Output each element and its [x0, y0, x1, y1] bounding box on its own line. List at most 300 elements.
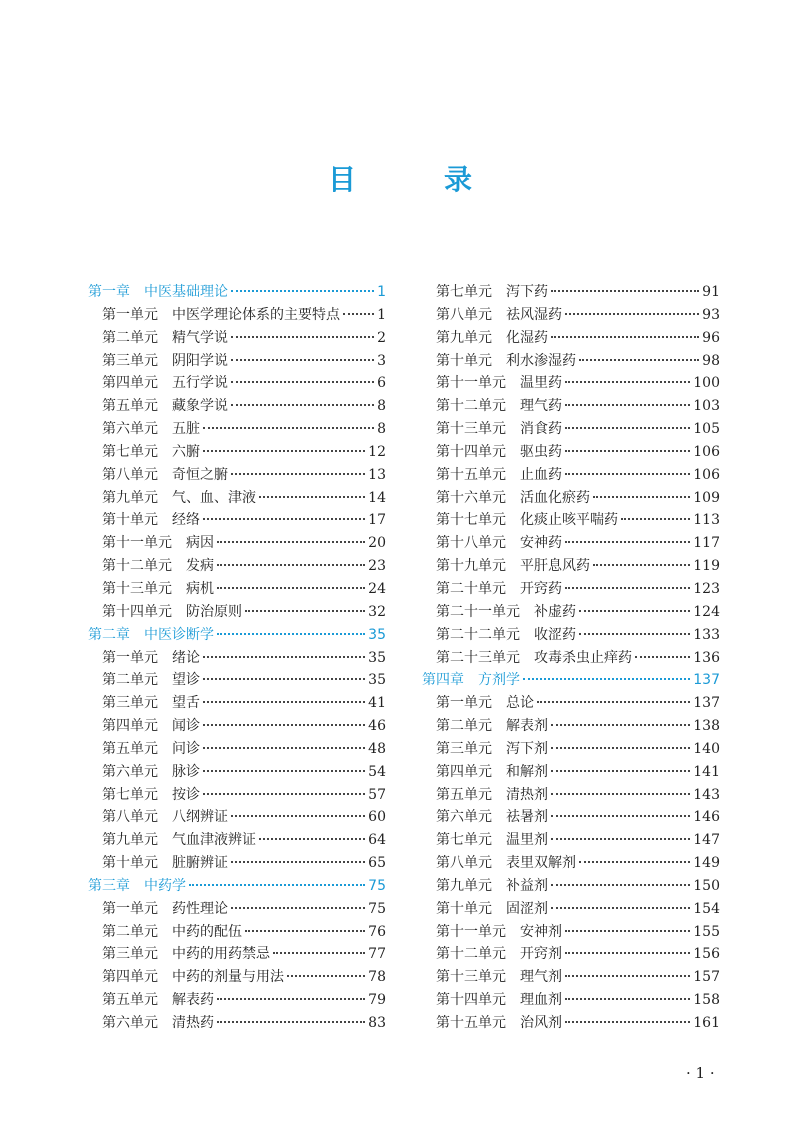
- entry-title: 五行学说: [172, 375, 228, 392]
- dot-leader: [579, 359, 699, 361]
- entry-title: 安神药: [520, 535, 562, 552]
- entry-title: 驱虫药: [520, 443, 562, 460]
- entry-label: 第一单元: [436, 695, 492, 712]
- entry-label: 第二单元: [102, 329, 158, 346]
- entry-title: 病因: [186, 535, 214, 552]
- entry-page: 149: [693, 855, 720, 872]
- entry-title: 止血药: [520, 466, 562, 483]
- dot-leader: [579, 861, 690, 863]
- toc-unit-entry[interactable]: [88, 350, 386, 373]
- dot-leader: [635, 656, 690, 658]
- entry-page: 41: [368, 695, 386, 712]
- toc-unit-entry[interactable]: [88, 464, 386, 487]
- toc-unit-entry[interactable]: [88, 441, 386, 464]
- dot-leader: [551, 907, 690, 909]
- dot-leader: [565, 541, 690, 543]
- entry-page: 91: [702, 284, 720, 300]
- toc-unit-entry[interactable]: [422, 761, 720, 784]
- entry-title: 攻毒杀虫止痒药: [534, 649, 632, 666]
- entry-page: 32: [368, 603, 386, 620]
- entry-label: 第三单元: [102, 352, 158, 369]
- entry-label: 第九单元: [102, 489, 158, 506]
- entry-title: 解表剂: [506, 718, 548, 735]
- entry-label: 第十四单元: [436, 992, 506, 1009]
- entry-page: 48: [368, 740, 386, 757]
- entry-page: 103: [693, 398, 720, 415]
- entry-page: 35: [368, 672, 386, 689]
- entry-label: 第二章: [88, 626, 130, 643]
- dot-leader: [231, 404, 374, 406]
- dot-leader: [537, 701, 690, 703]
- entry-page: 105: [693, 421, 720, 438]
- dot-leader: [593, 564, 690, 566]
- dot-leader: [523, 678, 690, 680]
- entry-page: 20: [368, 535, 386, 552]
- entry-title: 祛暑剂: [506, 809, 548, 826]
- dot-leader: [231, 290, 374, 292]
- entry-title: 理气剂: [520, 969, 562, 986]
- entry-page: 83: [368, 1015, 386, 1031]
- entry-label: 第八单元: [436, 855, 492, 872]
- entry-page: 24: [368, 580, 386, 597]
- dot-leader: [231, 336, 374, 338]
- toc-unit-entry[interactable]: [422, 806, 720, 829]
- entry-label: 第二十三单元: [436, 649, 520, 666]
- dot-leader: [593, 496, 690, 498]
- toc-unit-entry[interactable]: [422, 304, 720, 327]
- dot-leader: [579, 610, 690, 612]
- toc-unit-entry[interactable]: [422, 966, 720, 989]
- entry-title: 六腑: [172, 443, 200, 460]
- dot-leader: [551, 747, 690, 749]
- toc-unit-entry[interactable]: [88, 692, 386, 715]
- dot-leader: [203, 747, 365, 749]
- entry-page: 76: [368, 923, 386, 940]
- entry-title: 中医诊断学: [144, 626, 214, 643]
- entry-label: 第一单元: [102, 649, 158, 666]
- toc-unit-entry[interactable]: [88, 852, 386, 875]
- toc-unit-entry[interactable]: [88, 829, 386, 852]
- entry-label: 第十二单元: [102, 558, 172, 575]
- toc-unit-entry[interactable]: [88, 921, 386, 944]
- entry-page: 64: [368, 832, 386, 849]
- dot-leader: [287, 975, 365, 977]
- entry-page: 79: [368, 992, 386, 1009]
- dot-leader: [203, 724, 365, 726]
- dot-leader: [189, 884, 365, 886]
- entry-label: 第四章: [422, 672, 464, 689]
- entry-label: 第九单元: [436, 329, 492, 346]
- entry-page: 133: [693, 626, 720, 643]
- entry-title: 温里剂: [506, 832, 548, 849]
- dot-leader: [273, 952, 365, 954]
- entry-title: 开窍药: [520, 580, 562, 597]
- toc-unit-entry[interactable]: [422, 532, 720, 555]
- toc-unit-entry[interactable]: [422, 624, 720, 647]
- toc-unit-entry[interactable]: [422, 875, 720, 898]
- entry-title: 望舌: [172, 695, 200, 712]
- entry-page: 2: [377, 329, 386, 346]
- toc-unit-entry[interactable]: [88, 601, 386, 624]
- entry-label: 第六单元: [102, 1015, 158, 1031]
- dot-leader: [245, 930, 365, 932]
- toc-chapter-entry[interactable]: [88, 624, 386, 647]
- entry-label: 第八单元: [102, 466, 158, 483]
- entry-title: 奇恒之腑: [172, 466, 228, 483]
- toc-unit-entry[interactable]: [88, 418, 386, 441]
- entry-title: 活血化瘀药: [520, 489, 590, 506]
- entry-label: 第四单元: [102, 969, 158, 986]
- entry-label: 第七单元: [436, 832, 492, 849]
- dot-leader: [551, 336, 699, 338]
- entry-page: 138: [693, 718, 720, 735]
- dot-leader: [203, 427, 374, 429]
- entry-title: 平肝息风药: [520, 558, 590, 575]
- toc-unit-entry[interactable]: [422, 372, 720, 395]
- toc-unit-entry[interactable]: [88, 532, 386, 555]
- toc-unit-entry[interactable]: [88, 578, 386, 601]
- entry-page: 117: [693, 535, 720, 552]
- dot-leader: [551, 838, 690, 840]
- dot-leader: [565, 381, 690, 383]
- entry-label: 第十一单元: [102, 535, 172, 552]
- dot-leader: [343, 313, 374, 315]
- entry-label: 第十四单元: [102, 603, 172, 620]
- toc-unit-entry[interactable]: [422, 647, 720, 670]
- entry-page: 6: [377, 375, 386, 392]
- dot-leader: [203, 793, 365, 795]
- entry-page: 75: [368, 877, 386, 894]
- entry-label: 第二单元: [436, 718, 492, 735]
- dot-leader: [203, 701, 365, 703]
- dot-leader: [551, 770, 690, 772]
- entry-page: 23: [368, 558, 386, 575]
- entry-title: 祛风湿药: [506, 306, 562, 323]
- entry-label: 第十三单元: [436, 969, 506, 986]
- entry-label: 第六单元: [102, 421, 158, 438]
- entry-title: 八纲辨证: [172, 809, 228, 826]
- dot-leader: [217, 564, 365, 566]
- toc-unit-entry[interactable]: [422, 989, 720, 1012]
- toc-unit-entry[interactable]: [422, 441, 720, 464]
- entry-title: 五脏: [172, 421, 200, 438]
- entry-page: 1: [377, 284, 386, 300]
- toc-chapter-entry[interactable]: [422, 669, 720, 692]
- entry-title: 绪论: [172, 649, 200, 666]
- toc-unit-entry[interactable]: [88, 898, 386, 921]
- dot-leader: [565, 450, 690, 452]
- toc-unit-entry[interactable]: [422, 509, 720, 532]
- entry-title: 开窍剂: [520, 946, 562, 963]
- entry-label: 第五单元: [102, 740, 158, 757]
- entry-label: 第十单元: [436, 900, 492, 917]
- entry-page: 93: [702, 306, 720, 323]
- entry-label: 第七单元: [102, 786, 158, 803]
- toc-unit-entry[interactable]: [422, 418, 720, 441]
- entry-page: 137: [693, 695, 720, 712]
- toc-unit-entry[interactable]: [88, 989, 386, 1012]
- entry-label: 第十一单元: [436, 375, 506, 392]
- entry-page: 96: [702, 329, 720, 346]
- entry-label: 第二单元: [102, 923, 158, 940]
- page-number: · 1 ·: [686, 1064, 715, 1082]
- entry-page: 136: [693, 649, 720, 666]
- entry-page: 17: [368, 512, 386, 529]
- dot-leader: [217, 541, 365, 543]
- toc-unit-entry[interactable]: [422, 601, 720, 624]
- entry-page: 140: [693, 740, 720, 757]
- entry-label: 第五单元: [436, 786, 492, 803]
- entry-page: 57: [368, 786, 386, 803]
- dot-leader: [565, 473, 690, 475]
- entry-label: 第十三单元: [436, 421, 506, 438]
- dot-leader: [565, 975, 690, 977]
- entry-title: 清热药: [172, 1015, 214, 1031]
- toc-unit-entry[interactable]: [88, 738, 386, 761]
- entry-label: 第二单元: [102, 672, 158, 689]
- dot-leader: [551, 290, 699, 292]
- dot-leader: [621, 518, 690, 520]
- dot-leader: [259, 838, 365, 840]
- entry-label: 第五单元: [102, 398, 158, 415]
- entry-label: 第十五单元: [436, 1015, 506, 1031]
- toc-unit-entry[interactable]: [88, 487, 386, 510]
- entry-title: 补益剂: [506, 877, 548, 894]
- entry-label: 第九单元: [436, 877, 492, 894]
- entry-label: 第一章: [88, 284, 130, 300]
- entry-page: 3: [377, 352, 386, 369]
- dot-leader: [203, 770, 365, 772]
- entry-title: 中药的配伍: [172, 923, 242, 940]
- entry-page: 106: [693, 443, 720, 460]
- entry-title: 固涩剂: [506, 900, 548, 917]
- entry-title: 中药的用药禁忌: [172, 946, 270, 963]
- entry-label: 第十三单元: [102, 580, 172, 597]
- entry-label: 第十一单元: [436, 923, 506, 940]
- entry-label: 第七单元: [102, 443, 158, 460]
- entry-title: 闻诊: [172, 718, 200, 735]
- toc-unit-entry[interactable]: [88, 806, 386, 829]
- entry-title: 泻下剂: [506, 740, 548, 757]
- entry-title: 药性理论: [172, 900, 228, 917]
- entry-label: 第八单元: [102, 809, 158, 826]
- entry-title: 治风剂: [520, 1015, 562, 1031]
- dot-leader: [565, 587, 690, 589]
- entry-title: 按诊: [172, 786, 200, 803]
- toc-unit-entry[interactable]: [88, 509, 386, 532]
- entry-label: 第五单元: [102, 992, 158, 1009]
- entry-label: 第四单元: [102, 718, 158, 735]
- entry-title: 精气学说: [172, 329, 228, 346]
- entry-page: 123: [693, 580, 720, 597]
- entry-page: 157: [693, 969, 720, 986]
- entry-label: 第九单元: [102, 832, 158, 849]
- entry-page: 106: [693, 466, 720, 483]
- entry-title: 利水渗湿药: [506, 352, 576, 369]
- dot-leader: [579, 633, 690, 635]
- entry-title: 安神剂: [520, 923, 562, 940]
- entry-title: 温里药: [520, 375, 562, 392]
- entry-title: 气血津液辨证: [172, 832, 256, 849]
- entry-label: 第十单元: [436, 352, 492, 369]
- dot-leader: [551, 724, 690, 726]
- entry-label: 第三单元: [436, 740, 492, 757]
- toc-unit-entry[interactable]: [88, 372, 386, 395]
- dot-leader: [217, 1021, 365, 1023]
- toc-unit-entry[interactable]: [422, 852, 720, 875]
- entry-label: 第十六单元: [436, 489, 506, 506]
- entry-label: 第十二单元: [436, 946, 506, 963]
- toc-unit-entry[interactable]: [422, 715, 720, 738]
- entry-label: 第十八单元: [436, 535, 506, 552]
- dot-leader: [231, 359, 374, 361]
- entry-page: 75: [368, 900, 386, 917]
- toc-unit-entry[interactable]: [422, 578, 720, 601]
- entry-title: 望诊: [172, 672, 200, 689]
- entry-page: 146: [693, 809, 720, 826]
- entry-title: 补虚药: [534, 603, 576, 620]
- entry-title: 表里双解剂: [506, 855, 576, 872]
- entry-title: 脏腑辨证: [172, 855, 228, 872]
- entry-title: 防治原则: [186, 603, 242, 620]
- toc-unit-entry[interactable]: [88, 395, 386, 418]
- entry-label: 第七单元: [436, 284, 492, 300]
- toc-unit-entry[interactable]: [422, 692, 720, 715]
- entry-page: 155: [693, 923, 720, 940]
- toc-unit-entry[interactable]: [88, 715, 386, 738]
- entry-page: 8: [377, 421, 386, 438]
- entry-title: 发病: [186, 558, 214, 575]
- dot-leader: [565, 427, 690, 429]
- toc-unit-entry[interactable]: [422, 829, 720, 852]
- entry-title: 解表药: [172, 992, 214, 1009]
- toc-column-left: [88, 281, 386, 1035]
- toc-unit-entry[interactable]: [422, 784, 720, 807]
- dot-leader: [565, 952, 690, 954]
- entry-page: 65: [368, 855, 386, 872]
- dot-leader: [551, 815, 690, 817]
- toc-chapter-entry[interactable]: [88, 875, 386, 898]
- entry-title: 方剂学: [478, 672, 520, 689]
- entry-label: 第八单元: [436, 306, 492, 323]
- dot-leader: [259, 496, 365, 498]
- entry-title: 藏象学说: [172, 398, 228, 415]
- toc-unit-entry[interactable]: [88, 943, 386, 966]
- entry-title: 理血剂: [520, 992, 562, 1009]
- entry-page: 161: [693, 1015, 720, 1031]
- entry-page: 1: [377, 306, 386, 323]
- entry-page: 98: [702, 352, 720, 369]
- entry-title: 气、血、津液: [172, 489, 256, 506]
- toc-column-right: [422, 281, 720, 1035]
- entry-label: 第三单元: [102, 695, 158, 712]
- dot-leader: [231, 907, 365, 909]
- toc-unit-entry[interactable]: [422, 281, 720, 304]
- entry-page: 60: [368, 809, 386, 826]
- dot-leader: [231, 381, 374, 383]
- dot-leader: [551, 793, 690, 795]
- entry-label: 第四单元: [102, 375, 158, 392]
- toc-unit-entry[interactable]: [422, 350, 720, 373]
- dot-leader: [217, 587, 365, 589]
- entry-title: 中医学理论体系的主要特点: [172, 306, 340, 323]
- entry-page: 158: [693, 992, 720, 1009]
- toc-unit-entry[interactable]: [422, 943, 720, 966]
- entry-label: 第一单元: [102, 306, 158, 323]
- dot-leader: [203, 678, 365, 680]
- toc-unit-entry[interactable]: [88, 784, 386, 807]
- entry-page: 46: [368, 718, 386, 735]
- toc-unit-entry[interactable]: [88, 304, 386, 327]
- entry-page: 137: [693, 672, 720, 689]
- toc-unit-entry[interactable]: [422, 464, 720, 487]
- dot-leader: [245, 610, 365, 612]
- entry-title: 脉诊: [172, 763, 200, 780]
- entry-title: 理气药: [520, 398, 562, 415]
- toc-unit-entry[interactable]: [88, 647, 386, 670]
- entry-title: 中医基础理论: [144, 284, 228, 300]
- toc-unit-entry[interactable]: [422, 327, 720, 350]
- dot-leader: [565, 930, 690, 932]
- toc-unit-entry[interactable]: [88, 966, 386, 989]
- entry-page: 150: [693, 877, 720, 894]
- entry-page: 12: [368, 443, 386, 460]
- dot-leader: [231, 861, 365, 863]
- dot-leader: [203, 450, 365, 452]
- toc-unit-entry[interactable]: [422, 555, 720, 578]
- entry-label: 第十九单元: [436, 558, 506, 575]
- entry-page: 100: [693, 375, 720, 392]
- entry-label: 第三章: [88, 877, 130, 894]
- entry-title: 和解剂: [506, 763, 548, 780]
- entry-title: 中药学: [144, 877, 186, 894]
- entry-label: 第三单元: [102, 946, 158, 963]
- dot-leader: [217, 998, 365, 1000]
- entry-page: 77: [368, 946, 386, 963]
- toc-chapter-entry[interactable]: [88, 281, 386, 304]
- entry-label: 第二十一单元: [436, 603, 520, 620]
- toc-unit-entry[interactable]: [422, 898, 720, 921]
- entry-label: 第十四单元: [436, 443, 506, 460]
- entry-label: 第十单元: [102, 855, 158, 872]
- page-title: 目 录: [327, 163, 502, 196]
- dot-leader: [565, 998, 690, 1000]
- toc-unit-entry[interactable]: [88, 1012, 386, 1035]
- entry-page: 35: [368, 626, 386, 643]
- dot-leader: [217, 633, 365, 635]
- toc-unit-entry[interactable]: [88, 669, 386, 692]
- entry-label: 第二十单元: [436, 580, 506, 597]
- entry-label: 第十单元: [102, 512, 158, 529]
- toc-unit-entry[interactable]: [422, 487, 720, 510]
- entry-label: 第十五单元: [436, 466, 506, 483]
- toc-unit-entry[interactable]: [422, 395, 720, 418]
- entry-label: 第六单元: [102, 763, 158, 780]
- toc-unit-entry[interactable]: [88, 555, 386, 578]
- entry-page: 147: [693, 832, 720, 849]
- entry-title: 病机: [186, 580, 214, 597]
- toc-unit-entry[interactable]: [88, 761, 386, 784]
- dot-leader: [231, 815, 365, 817]
- entry-title: 泻下药: [506, 284, 548, 300]
- entry-title: 问诊: [172, 740, 200, 757]
- toc-unit-entry[interactable]: [422, 738, 720, 761]
- toc-unit-entry[interactable]: [88, 327, 386, 350]
- entry-page: 13: [368, 466, 386, 483]
- toc-unit-entry[interactable]: [422, 921, 720, 944]
- entry-page: 143: [693, 786, 720, 803]
- toc-unit-entry[interactable]: [422, 1012, 720, 1035]
